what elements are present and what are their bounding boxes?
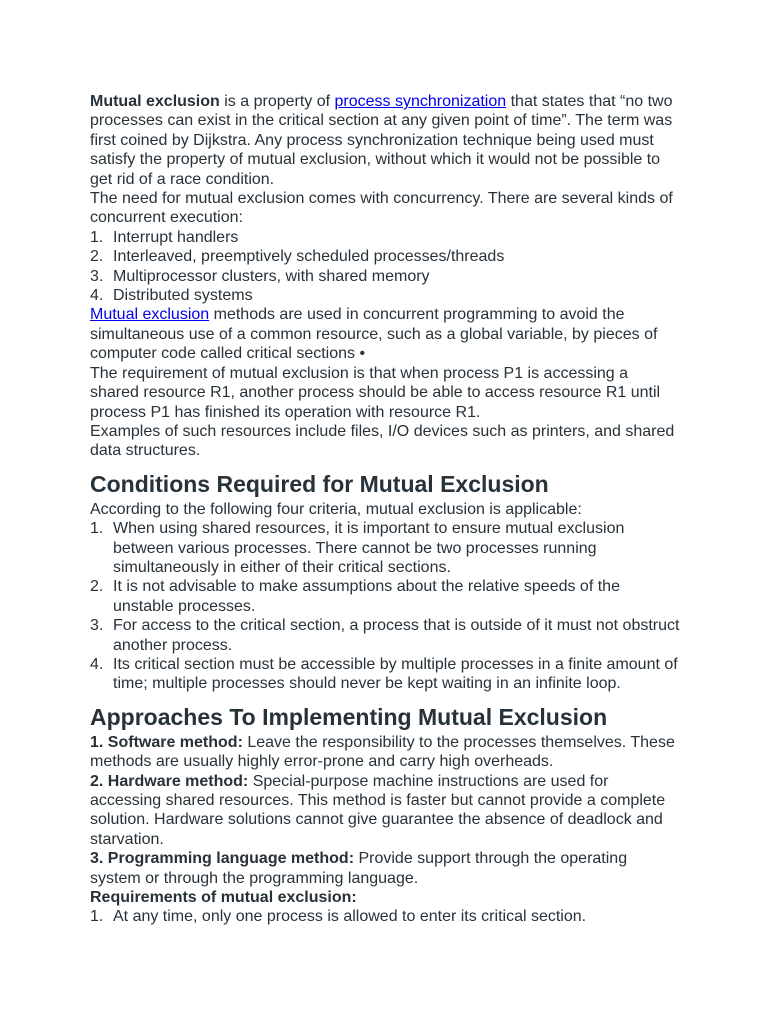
list-item-number: 2. — [90, 578, 104, 596]
methods-paragraph — [90, 305, 680, 363]
list-item-number: 1. — [90, 908, 104, 926]
list-item-number: 1. — [90, 228, 104, 246]
approach-text: Leave the responsibility to the processes themselves. These methods are usually highly error-prone and carry high overheads. — [90, 733, 675, 771]
requirements-list — [90, 907, 680, 926]
list-item — [90, 907, 680, 926]
approach-text: Provide support through the operating system or through the programming language. — [90, 850, 628, 887]
list-item-text: Multiprocessor clusters, with shared memory — [113, 267, 430, 285]
list-item-number: 4. — [90, 287, 104, 305]
intro-text-after-link: that states that “no two processes can exist in the critical section at any given point of time”. The term was first coined by Dijkstra. Any process synchronization technique being used must satisfy the property of mutual exclusion, without which it would not be possible to get rid of a race condition. — [90, 93, 673, 188]
process-synchronization-link[interactable]: process synchronization — [334, 93, 507, 110]
approach-label: 3. Programming language method: — [90, 850, 355, 868]
mutual-exclusion-link[interactable]: Mutual exclusion — [90, 306, 210, 324]
list-item — [90, 655, 680, 694]
list-item-text: Interrupt handlers — [113, 228, 239, 246]
approach-label: 2. Hardware method: — [90, 772, 249, 790]
list-item — [90, 228, 680, 247]
requirements-heading-text: Requirements of mutual exclusion: — [90, 889, 357, 907]
list-item — [90, 616, 680, 655]
concurrency-paragraph: The need for mutual exclusion comes with concurrency. There are several kinds of concurrent execution: — [90, 190, 673, 227]
approach-programming-language — [90, 849, 680, 888]
concurrency-list — [90, 228, 680, 306]
list-item — [90, 267, 680, 286]
list-item — [90, 247, 680, 266]
approach-software — [90, 733, 680, 772]
approach-text: Special-purpose machine instructions are used for accessing shared resources. This method is faster but cannot provide a complete solution. Hardware solutions cannot give guarantee the absence of deadlock and starvation. — [90, 772, 666, 848]
conditions-list — [90, 519, 680, 694]
list-item-number: 4. — [90, 655, 104, 673]
approaches-heading: Approaches To Implementing Mutual Exclusion — [90, 703, 608, 730]
list-item — [90, 286, 680, 305]
intro-paragraph — [90, 92, 680, 189]
requirements-heading — [90, 888, 680, 907]
intro-text-before-link: is a property of — [219, 93, 335, 110]
list-item-number: 2. — [90, 248, 104, 266]
list-item-number: 1. — [90, 520, 104, 538]
methods-text: methods are used in concurrent programming to avoid the simultaneous use of a common resource, such as a global variable, by pieces of computer code called critical sections • — [90, 306, 658, 363]
list-item-text: For access to the critical section, a process that is outside of it must not obstruct another process. — [113, 617, 680, 654]
list-item — [90, 577, 680, 616]
list-item-text: Its critical section must be accessible by multiple processes in a finite amount of time; multiple processes should never be kept waiting in an infinite loop. — [113, 655, 678, 693]
requirement-paragraph: The requirement of mutual exclusion is that when process P1 is accessing a shared resource R1, another process should be able to access resource R1 until process P1 has finished its operation with resource R1. — [90, 364, 661, 421]
list-item-text: At any time, only one process is allowed to enter its critical section. — [113, 908, 587, 926]
conditions-intro: According to the following four criteria, mutual exclusion is applicable: — [90, 500, 582, 518]
approach-label: 1. Software method: — [90, 733, 243, 751]
examples-paragraph: Examples of such resources include files, I/O devices such as printers, and shared data structures. — [90, 422, 675, 460]
list-item-text: When using shared resources, it is important to ensure mutual exclusion between various processes. There cannot be two processes running simultaneously in either of their critical sections. — [113, 520, 625, 576]
approach-hardware — [90, 772, 680, 850]
intro-term: Mutual exclusion — [90, 93, 220, 110]
list-item — [90, 519, 680, 577]
list-item-text: It is not advisable to make assumptions about the relative speeds of the unstable processes. — [113, 578, 620, 615]
list-item-number: 3. — [90, 267, 104, 285]
conditions-heading: Conditions Required for Mutual Exclusion — [90, 470, 549, 497]
list-item-number: 3. — [90, 617, 104, 635]
list-item-text: Interleaved, preemptively scheduled processes/threads — [113, 248, 505, 266]
list-item-text: Distributed systems — [113, 287, 253, 305]
